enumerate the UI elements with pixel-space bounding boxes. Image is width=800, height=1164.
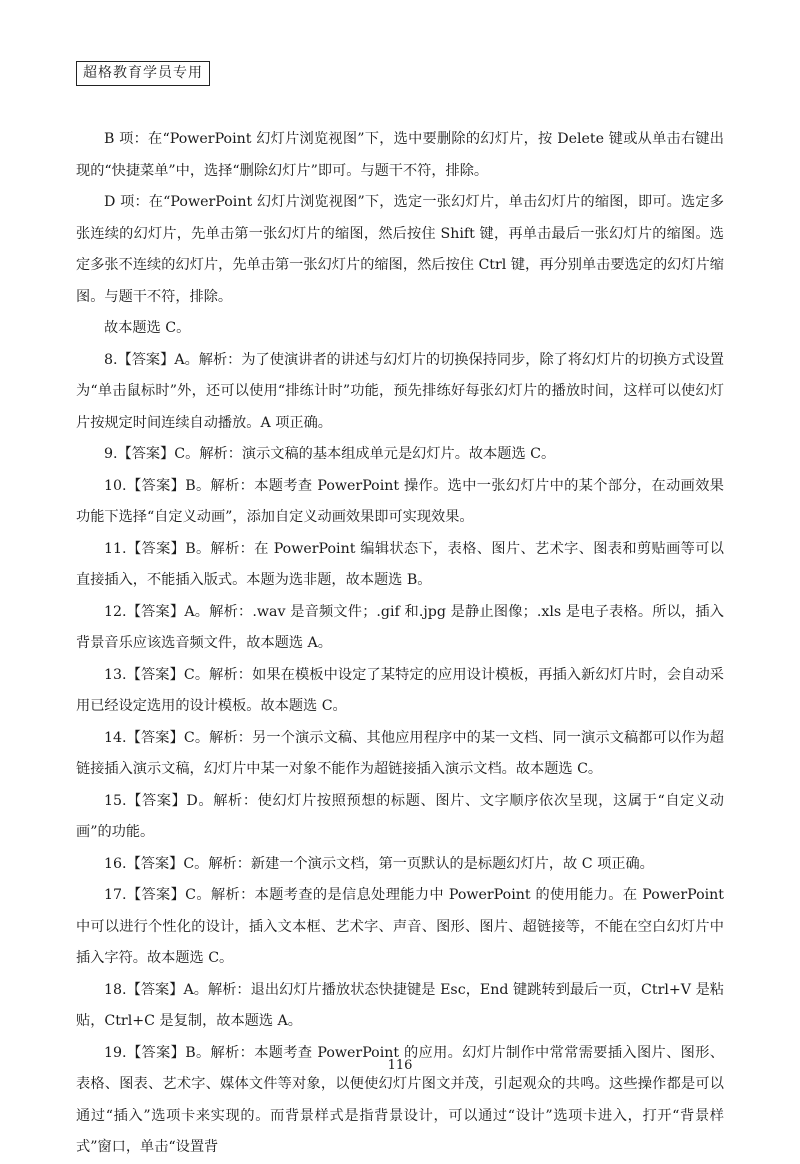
answer-19: 19.【答案】B。解析：本题考查 PowerPoint 的应用。幻灯片制作中常常需要插入图片、图形、表格、图表、艺术字、媒体文件等对象，以便使幻灯片图文并茂，引起观众的共鸣。这些操作都是可以通过“插入”选项卡来实现的。而背景样式是指背景设计，可以通过“设计”选项卡进入，打开“背景样式”窗口，单击“设置背 (76, 1044, 724, 1155)
document-body (76, 124, 724, 1164)
paragraph-d-item: D 项：在“PowerPoint 幻灯片浏览视图”下，选定一张幻灯片，单击幻灯片的缩图，即可。选定多张连续的幻灯片，先单击第一张幻灯片的缩图，然后按住 Shift 键，再单击最后一张幻灯片的缩图。选定多张不连续的幻灯片，先单击第一张幻灯片的缩图，然后按住 Ctrl 键，再分别单击要选定的幻灯片缩图。与题干不符，排除。 (76, 194, 724, 305)
answer-12: 12.【答案】A。解析：.wav 是音频文件；.gif 和.jpg 是静止图像；.xls 是电子表格。所以，插入背景音乐应该选音频文件，故本题选 A。 (76, 603, 724, 651)
paragraph-conclusion: 故本题选 C。 (104, 320, 191, 336)
answer-16: 16.【答案】C。解析：新建一个演示文档，第一页默认的是标题幻灯片，故 C 项正确。 (104, 855, 654, 872)
answer-14: 14.【答案】C。解析：另一个演示文稿、其他应用程序中的某一文档、同一演示文稿都可以作为超链接插入演示文稿，幻灯片中某一对象不能作为超链接插入演示文档。故本题选 C。 (76, 729, 724, 777)
answer-8: 8.【答案】A。解析：为了使演讲者的讲述与幻灯片的切换保持同步，除了将幻灯片的切换方式设置为“单击鼠标时”外，还可以使用“排练计时”功能，预先排练好每张幻灯片的播放时间，这样可以使幻灯片按规定时间连续自动播放。A 项正确。 (76, 351, 724, 431)
page-number: 116 (387, 1058, 413, 1073)
answer-17: 17.【答案】C。解析：本题考查的是信息处理能力中 PowerPoint 的使用能力。在 PowerPoint 中可以进行个性化的设计，插入文本框、艺术字、声音、图形、图片、超链接等，不能在空白幻灯片中插入字符。故本题选 C。 (76, 887, 724, 966)
answer-9: 9.【答案】C。解析：演示文稿的基本组成单元是幻灯片。故本题选 C。 (104, 446, 556, 462)
answer-15: 15.【答案】D。解析：使幻灯片按照预想的标题、图片、文字顺序依次呈现，这属于“自定义动画”的功能。 (76, 792, 724, 840)
answer-10: 10.【答案】B。解析：本题考查 PowerPoint 操作。选中一张幻灯片中的某个部分，在动画效果功能下选择“自定义动画”，添加自定义动画效果即可实现效果。 (76, 477, 724, 525)
paragraph-b-item: B 项：在“PowerPoint 幻灯片浏览视图”下，选中要删除的幻灯片，按 Delete 键或从单击右键出现的“快捷菜单”中，选择“删除幻灯片”即可。与题干不符，排除。 (76, 131, 724, 179)
answer-13: 13.【答案】C。解析：如果在模板中设定了某特定的应用设计模板，再插入新幻灯片时，会自动采用已经设定选用的设计模板。故本题选 C。 (76, 666, 724, 714)
answer-18: 18.【答案】A。解析：退出幻灯片播放状态快捷键是 Esc，End 键跳转到最后一页，Ctrl+V 是粘贴，Ctrl+C 是复制，故本题选 A。 (76, 981, 724, 1029)
header-label: 超格教育学员专用 (76, 61, 210, 86)
answer-11: 11.【答案】B。解析：在 PowerPoint 编辑状态下，表格、图片、艺术字、图表和剪贴画等可以直接插入，不能插入版式。本题为选非题，故本题选 B。 (76, 540, 724, 588)
